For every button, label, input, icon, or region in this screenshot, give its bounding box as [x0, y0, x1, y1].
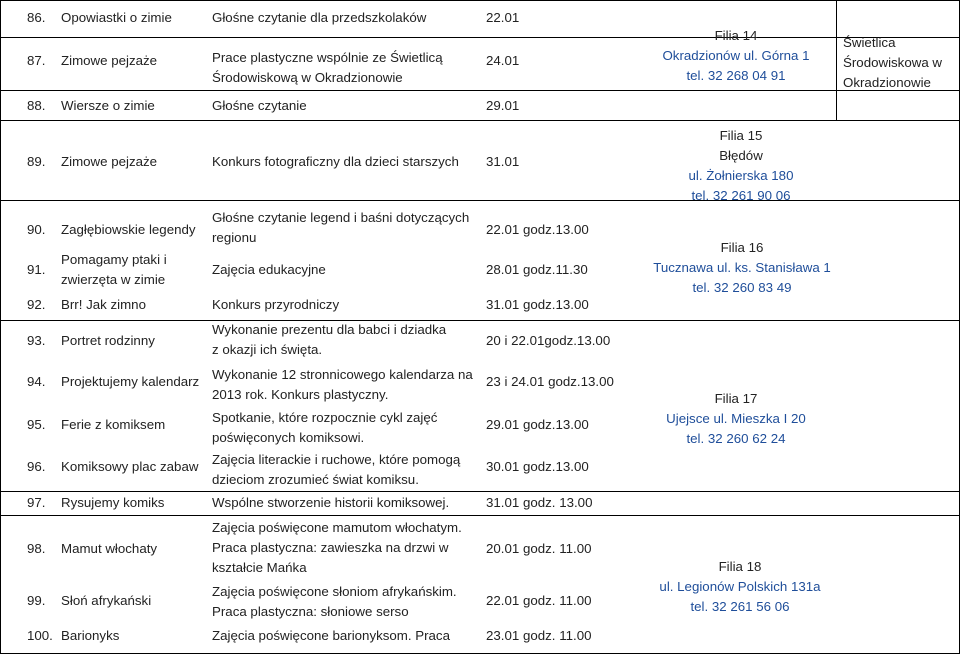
branch-address-line: ul. Żołnierska 180: [688, 168, 794, 183]
event-description: Wykonanie 12 stronnicowego kalendarza na: [212, 367, 473, 382]
event-description: Prace plastyczne wspólnie ze Świetlicą: [212, 50, 443, 65]
event-description: Zajęcia poświęcone słoniom afrykańskim.: [212, 584, 457, 599]
row-number: 88.: [27, 98, 46, 113]
row-number: 100.: [27, 628, 53, 643]
row-number: 90.: [27, 222, 46, 237]
event-date: 31.01 godz.13.00: [486, 297, 589, 312]
event-title: Zagłębiowskie legendy: [61, 222, 196, 237]
event-title: Rysujemy komiks: [61, 495, 165, 510]
event-description: Zajęcia poświęcone mamutom włochatym.: [212, 520, 462, 535]
event-description: 2013 rok. Konkurs plastyczny.: [212, 387, 389, 402]
branch-address-line: Filia 15: [719, 128, 763, 143]
event-date: 30.01 godz.13.00: [486, 459, 589, 474]
event-title: Pomagamy ptaki i: [61, 252, 167, 267]
row-number: 98.: [27, 541, 46, 556]
branch-address-line: Filia 18: [718, 559, 762, 574]
event-description: z okazji ich święta.: [212, 342, 323, 357]
event-description: Praca plastyczna: słoniowe serso: [212, 604, 409, 619]
event-title: Zimowe pejzaże: [61, 53, 158, 68]
event-title: zwierzęta w zimie: [61, 272, 166, 287]
event-date: 22.01: [486, 10, 520, 25]
event-date: 28.01 godz.11.30: [486, 262, 588, 277]
event-description: Wspólne stworzenie historii komiksowej.: [212, 495, 450, 510]
event-title: Brr! Jak zimno: [61, 297, 146, 312]
row-number: 96.: [27, 459, 46, 474]
branch-address-line: tel. 32 261 90 06: [691, 188, 791, 203]
event-description: Głośne czytanie dla przedszkolaków: [212, 10, 427, 25]
row-divider: [0, 90, 960, 91]
event-description: Spotkanie, które rozpocznie cykl zajęć: [212, 410, 438, 425]
event-title: Mamut włochaty: [61, 541, 158, 556]
row-number: 97.: [27, 495, 46, 510]
event-description: Zajęcia literackie i ruchowe, które pomogą: [212, 452, 461, 467]
event-description: Środowiskową w Okradzionowie: [212, 70, 403, 85]
event-title: Wiersze o zimie: [61, 98, 155, 113]
event-date: 20.01 godz. 11.00: [486, 541, 592, 556]
event-title: Zimowe pejzaże: [61, 154, 158, 169]
event-description: Zajęcia poświęcone barionyksom. Praca: [212, 628, 450, 643]
event-title: Portret rodzinny: [61, 333, 155, 348]
event-date: 23.01 godz. 11.00: [486, 628, 592, 643]
event-description: Zajęcia edukacyjne: [212, 262, 326, 277]
branch-address-line: tel. 32 260 83 49: [692, 280, 792, 295]
event-title: Ferie z komiksem: [61, 417, 166, 432]
row-number: 91.: [27, 262, 46, 277]
row-divider: [0, 0, 960, 1]
branch-address-line: tel. 32 268 04 91: [686, 68, 786, 83]
row-number: 89.: [27, 154, 46, 169]
branch-address-line: tel. 32 261 56 06: [690, 599, 790, 614]
event-title: Opowiastki o zimie: [61, 10, 172, 25]
branch-address-line: Filia 17: [714, 391, 758, 406]
event-date: 22.01 godz.13.00: [486, 222, 589, 237]
row-number: 93.: [27, 333, 46, 348]
row-number: 94.: [27, 374, 46, 389]
branch-address-line: Tucznawa ul. ks. Stanisława 1: [653, 260, 831, 275]
event-date: 20 i 22.01godz.13.00: [486, 333, 611, 348]
event-date: 31.01: [486, 154, 520, 169]
event-date: 23 i 24.01 godz.13.00: [486, 374, 614, 389]
event-description: kształcie Mańka: [212, 560, 307, 575]
row-number: 87.: [27, 53, 46, 68]
event-title: Komiksowy plac zabaw: [61, 459, 199, 474]
row-divider: [0, 491, 960, 492]
branch-address-line: Filia 16: [720, 240, 764, 255]
event-description: Konkurs przyrodniczy: [212, 297, 340, 312]
event-description: Konkurs fotograficzny dla dzieci starszych: [212, 154, 459, 169]
column-divider: [0, 0, 1, 653]
event-date: 22.01 godz. 11.00: [486, 593, 592, 608]
branch-address-line: tel. 32 260 62 24: [686, 431, 786, 446]
branch-address-line: Błędów: [719, 148, 763, 163]
event-description: regionu: [212, 230, 257, 245]
event-date: 29.01 godz.13.00: [486, 417, 589, 432]
row-divider: [0, 515, 960, 516]
branch-address-line: Ujejsce ul. Mieszka I 20: [666, 411, 806, 426]
row-divider: [0, 320, 960, 321]
event-title: Projektujemy kalendarz: [61, 374, 200, 389]
row-number: 99.: [27, 593, 46, 608]
event-title: Barionyks: [61, 628, 120, 643]
branch-address-line: Filia 14: [714, 28, 758, 43]
event-date: 24.01: [486, 53, 520, 68]
event-description: Wykonanie prezentu dla babci i dziadka: [212, 322, 447, 337]
event-description: Praca plastyczna: zawieszka na drzwi w: [212, 540, 449, 555]
event-date: 31.01 godz. 13.00: [486, 495, 593, 510]
event-description: Głośne czytanie legend i baśni dotyczących: [212, 210, 470, 225]
event-description: Głośne czytanie: [212, 98, 307, 113]
row-number: 86.: [27, 10, 46, 25]
branch-address-line: ul. Legionów Polskich 131a: [659, 579, 821, 594]
partner-name: Środowiskowa w: [843, 55, 943, 70]
event-title: Słoń afrykański: [61, 593, 152, 608]
event-date: 29.01: [486, 98, 520, 113]
row-number: 95.: [27, 417, 46, 432]
partner-name: Świetlica: [843, 35, 896, 50]
partner-name: Okradzionowie: [843, 75, 931, 90]
event-description: dzieciom zrozumieć świat komiksu.: [212, 472, 419, 487]
event-description: poświęconych komiksowi.: [212, 430, 365, 445]
row-number: 92.: [27, 297, 46, 312]
row-divider: [0, 120, 960, 121]
branch-address-line: Okradzionów ul. Górna 1: [662, 48, 810, 63]
